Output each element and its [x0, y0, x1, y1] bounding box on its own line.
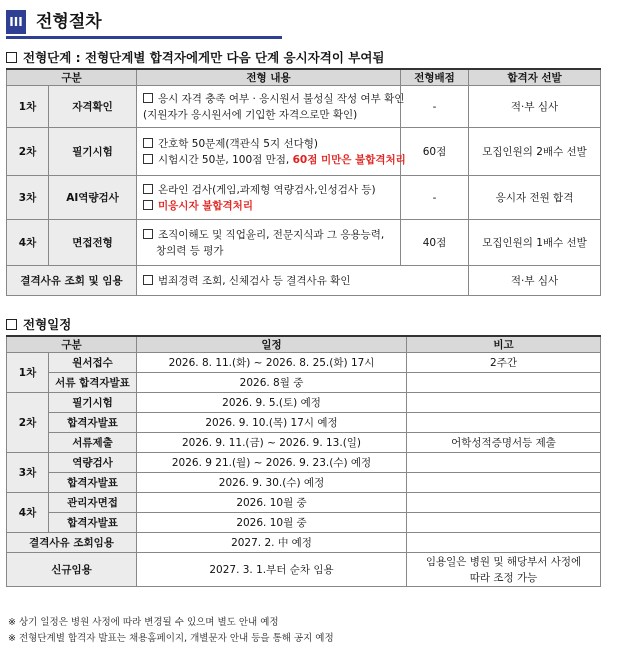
stage-label: 4차 [7, 220, 49, 266]
column-header: 구분 [7, 69, 137, 86]
column-header: 전형 내용 [137, 69, 401, 86]
table-row [7, 453, 601, 473]
item-name: 역량검사 [49, 453, 137, 473]
item-name: 신규임용 [7, 553, 137, 587]
section-title: 전형절차 [36, 12, 102, 32]
stage-name: 결격사유 조회 및 임용 [7, 266, 137, 296]
stage-label: 2차 [7, 393, 49, 453]
item-date: 2026. 9. 10.(목) 17시 예정 [137, 413, 407, 433]
stage-content: 범죄경력 조회, 신체검사 등 결격사유 확인 [137, 266, 469, 296]
table-header-row [7, 336, 601, 353]
table-row [7, 353, 601, 373]
item-date: 2026. 9 21.(월) ~ 2026. 9. 23.(수) 예정 [137, 453, 407, 473]
table-row [7, 393, 601, 413]
item-date: 2027. 2. 中 예정 [137, 533, 407, 553]
item-date: 2026. 9. 30.(수) 예정 [137, 473, 407, 493]
stage-content: 온라인 검사(게임,과제형 역량검사,인성검사 등) 미응시자 불합격처리 [137, 176, 401, 220]
stage-score: 40점 [401, 220, 469, 266]
checkbox-icon [143, 200, 153, 210]
item-date: 2026. 9. 11.(금) ~ 2026. 9. 13.(일) [137, 433, 407, 453]
footnote: ※ 상기 일정은 병원 사정에 따라 변경될 수 있으며 별도 안내 예정 [8, 617, 279, 628]
stage-label: 1차 [7, 353, 49, 393]
item-note [407, 413, 601, 433]
stage-name: 면접전형 [49, 220, 137, 266]
stage-selection: 모집인원의 1배수 선발 [469, 220, 601, 266]
stage-label: 3차 [7, 176, 49, 220]
table-header-row [7, 69, 601, 86]
item-note: 임용일은 병원 및 해당부서 사정에 따라 조정 가능 [407, 553, 601, 587]
item-note [407, 453, 601, 473]
item-name: 필기시험 [49, 393, 137, 413]
table-row [7, 513, 601, 533]
item-note: 어학성적증명서등 제출 [407, 433, 601, 453]
stage-content: 간호학 50문제(객관식 5지 선다형) 시험시간 50분, 100점 만점, 60점 미만은 불합격처리 [137, 128, 401, 176]
item-name: 합격자발표 [49, 513, 137, 533]
square-bullet-icon [6, 52, 17, 63]
item-note [407, 533, 601, 553]
stage-score: - [401, 86, 469, 128]
checkbox-icon [143, 154, 153, 164]
item-note [407, 373, 601, 393]
stage-score: - [401, 176, 469, 220]
item-note [407, 513, 601, 533]
stage-label: 1차 [7, 86, 49, 128]
item-note [407, 393, 601, 413]
stage-content: 조직이해도 및 직업윤리, 전문지식과 그 응용능력, 창의력 등 평가 [137, 220, 401, 266]
checkbox-icon [143, 184, 153, 194]
stage-name: 필기시험 [49, 128, 137, 176]
table-row [7, 413, 601, 433]
item-name: 원서접수 [49, 353, 137, 373]
schedule-heading: 전형일정 [6, 315, 71, 333]
column-header: 구분 [7, 336, 137, 353]
item-note [407, 473, 601, 493]
stage-selection: 모집인원의 2배수 선발 [469, 128, 601, 176]
column-header: 일정 [137, 336, 407, 353]
stage-name: 자격확인 [49, 86, 137, 128]
item-date: 2026. 10월 중 [137, 513, 407, 533]
item-note [407, 493, 601, 513]
stages-table [6, 68, 601, 296]
item-name: 서류 합격자발표 [49, 373, 137, 393]
item-note: 2주간 [407, 353, 601, 373]
item-name: 결격사유 조회임용 [7, 533, 137, 553]
column-header: 합격자 선발 [469, 69, 601, 86]
item-name: 합격자발표 [49, 473, 137, 493]
checkbox-icon [143, 138, 153, 148]
stage-label: 3차 [7, 453, 49, 493]
stage-label: 2차 [7, 128, 49, 176]
table-row [7, 266, 601, 296]
table-row [7, 176, 601, 220]
table-row [7, 373, 601, 393]
schedule-table [6, 335, 601, 587]
table-row [7, 433, 601, 453]
item-date: 2026. 8. 11.(화) ~ 2026. 8. 25.(화) 17시 [137, 353, 407, 373]
stage-name: AI역량검사 [49, 176, 137, 220]
table-row [7, 86, 601, 128]
footnote: ※ 전형단계별 합격자 발표는 채용홈페이지, 개별문자 안내 등을 통해 공지 예정 [8, 633, 334, 644]
checkbox-icon [143, 229, 153, 239]
table-row [7, 473, 601, 493]
stage-selection: 적·부 심사 [469, 266, 601, 296]
table-row [7, 493, 601, 513]
item-date: 2026. 9. 5.(토) 예정 [137, 393, 407, 413]
table-row [7, 128, 601, 176]
item-date: 2026. 8월 중 [137, 373, 407, 393]
section-header [6, 8, 282, 39]
table-row [7, 220, 601, 266]
table-row [7, 533, 601, 553]
column-header: 전형배점 [401, 69, 469, 86]
stage-content: 응시 자격 충족 여부 · 응시원서 불성실 작성 여부 확인 (지원자가 응시원서에 기입한 자격으로만 확인) [137, 86, 401, 128]
item-name: 합격자발표 [49, 413, 137, 433]
column-header: 비고 [407, 336, 601, 353]
item-date: 2027. 3. 1.부터 순차 임용 [137, 553, 407, 587]
item-name: 서류제출 [49, 433, 137, 453]
checkbox-icon [143, 93, 153, 103]
square-bullet-icon [6, 319, 17, 330]
stages-heading: 전형단계 : 전형단계별 합격자에게만 다음 단계 응시자격이 부여됨 [6, 48, 385, 66]
checkbox-icon [143, 275, 153, 285]
stage-selection: 적·부 심사 [469, 86, 601, 128]
table-row [7, 553, 601, 587]
item-name: 관리자면접 [49, 493, 137, 513]
section-number: III [6, 10, 26, 34]
stage-label: 4차 [7, 493, 49, 533]
stage-selection: 응시자 전원 합격 [469, 176, 601, 220]
item-date: 2026. 10월 중 [137, 493, 407, 513]
stage-score: 60점 [401, 128, 469, 176]
